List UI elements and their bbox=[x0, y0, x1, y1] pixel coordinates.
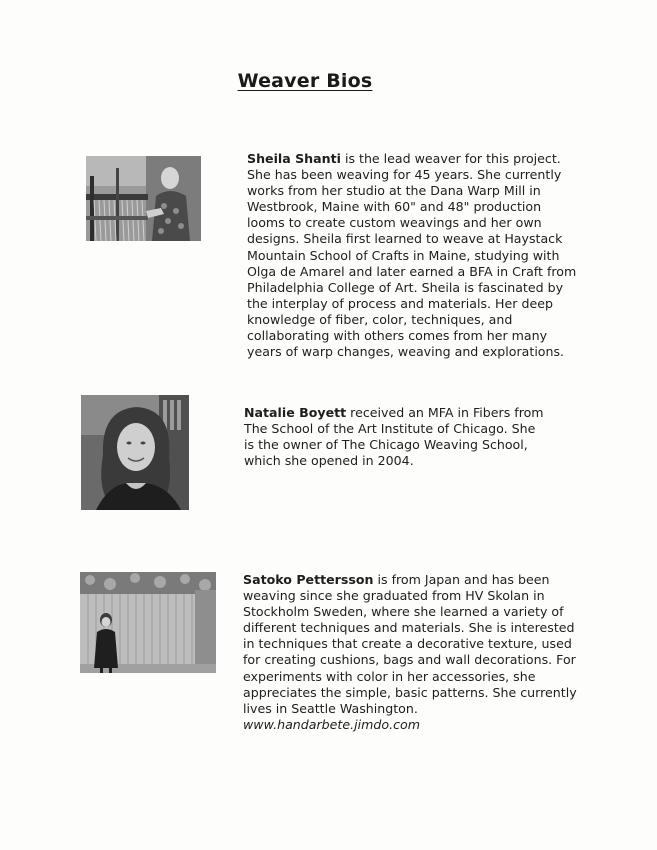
bio-natalie-boyett bbox=[244, 405, 544, 469]
bio-body: received an MFA in Fibers from The School of the Art Institute of Chicago. She is the owner of The Chicago Weaving School, which she opened in 2004. bbox=[244, 405, 544, 469]
page-title: Weaver Bios bbox=[237, 70, 373, 92]
bio-name: Sheila Shanti bbox=[247, 151, 341, 166]
bio-body: is from Japan and has been weaving since she graduated from HV Skolan in Stockholm Sweden, where she learned a variety of different techniques and materials. She is interested in techniques that create a decorative texture, used for creating cushions, bags and wall decorations. For experiments with color in her accessories, she appreciates the simple, basic patterns. She currently lives in Seattle Washington. bbox=[243, 572, 577, 716]
natalie-boyett-photo bbox=[81, 395, 189, 510]
sheila-shanti-photo bbox=[86, 156, 201, 241]
bio-sheila-shanti bbox=[247, 151, 582, 360]
satoko-pettersson-photo bbox=[80, 572, 216, 673]
bio-name: Satoko Pettersson bbox=[243, 572, 374, 587]
bio-satoko-pettersson bbox=[243, 572, 583, 733]
website-link[interactable]: www.handarbete.jimdo.com bbox=[243, 716, 420, 732]
bio-body: is the lead weaver for this project. She has been weaving for 45 years. She currently works from her studio at the Dana Warp Mill in Westbrook, Maine with 60" and 48" production looms to create custom weavings and her own designs. Sheila first learned to weave at Haystack Mountain School of Crafts in Maine, studying with Olga de Amarel and later earned a BFA in Craft from Philadelphia College of Art. Sheila is fascinated by the interplay of process and materials. Her deep knowledge of fiber, color, techniques, and collaborating with others comes from her many years of warp changes, weaving and explorations. bbox=[247, 151, 577, 360]
bio-name: Natalie Boyett bbox=[244, 405, 347, 420]
